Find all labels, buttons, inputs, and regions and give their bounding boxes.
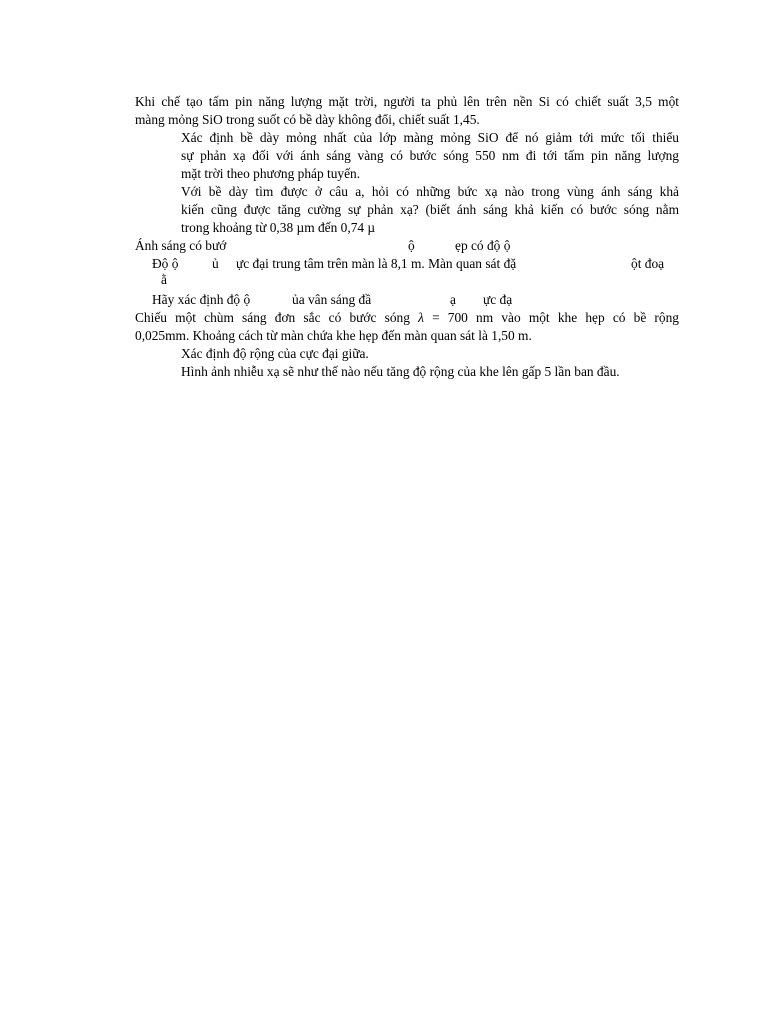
paragraph-2-line-3: ằ (161, 272, 167, 287)
paragraph-3-question-b: Hình ảnh nhiễu xạ sẽ như thế nào nếu tăng độ rộng của khe lên gấp 5 lần ban đầu. (181, 364, 620, 379)
question-a-line-3: mặt trời theo phương pháp tuyến. (181, 166, 361, 181)
fragment: ực đại trung tâm trên màn là 8,1 m. Màn quan sát đặ (236, 256, 517, 271)
fragment: ủa vân sáng đầ (292, 292, 372, 307)
fragment: Hãy xác định độ ộ (152, 292, 251, 307)
paragraph-2-line-1 (135, 237, 679, 255)
text-segment: = 700 nm vào một khe hẹp có bề rộng (432, 310, 679, 325)
lambda-symbol: λ (418, 310, 424, 325)
fragment: ẹp có độ ộ (455, 238, 511, 253)
paragraph-1-line-1: Khi chế tạo tấm pin năng lượng mặt trời, người ta phủ lên trên nền Si có chiết suất 3,5 một (135, 94, 679, 109)
question-a-line-2: sự phản xạ đối với ánh sáng vàng có bước sóng 550 nm đi tới tấm pin năng lượng (181, 148, 679, 163)
paragraph-3-question-a: Xác định độ rộng của cực đại giữa. (181, 346, 369, 361)
fragment: Ánh sáng có bướ (135, 238, 227, 253)
paragraph-2-line-2 (152, 255, 679, 273)
question-b-line-1: Với bề dày tìm được ở câu a, hỏi có những bức xạ nào trong vùng ánh sáng khả (181, 184, 679, 199)
fragment: Độ ộ (152, 256, 179, 271)
paragraph-1-line-2: màng mỏng SiO trong suốt có bề dày không đổi, chiết suất 1,45. (135, 112, 480, 127)
fragment: ủ (212, 256, 219, 271)
fragment: ực đạ (483, 292, 513, 307)
question-b-line-3: trong khoảng từ 0,38 µm đến 0,74 µ (181, 220, 376, 235)
fragment: ộ (408, 238, 415, 253)
question-a-line-1: Xác định bề dày mỏng nhất của lớp màng mỏng SiO để nó giảm tới mức tối thiểu (181, 130, 679, 145)
text-segment: Chiếu một chùm sáng đơn sắc có bước sóng (135, 310, 410, 325)
fragment: ột đoạ (631, 256, 665, 271)
paragraph-2-line-4 (152, 291, 679, 309)
fragment: ạ (450, 292, 456, 307)
question-b-line-2: kiến cũng được tăng cường sự phản xạ? (biết ánh sáng khả kiến có bước sóng nằm (181, 202, 679, 217)
paragraph-3-line-1 (135, 309, 679, 327)
paragraph-3-line-2: 0,025mm. Khoảng cách từ màn chứa khe hẹp đến màn quan sát là 1,50 m. (135, 328, 532, 343)
